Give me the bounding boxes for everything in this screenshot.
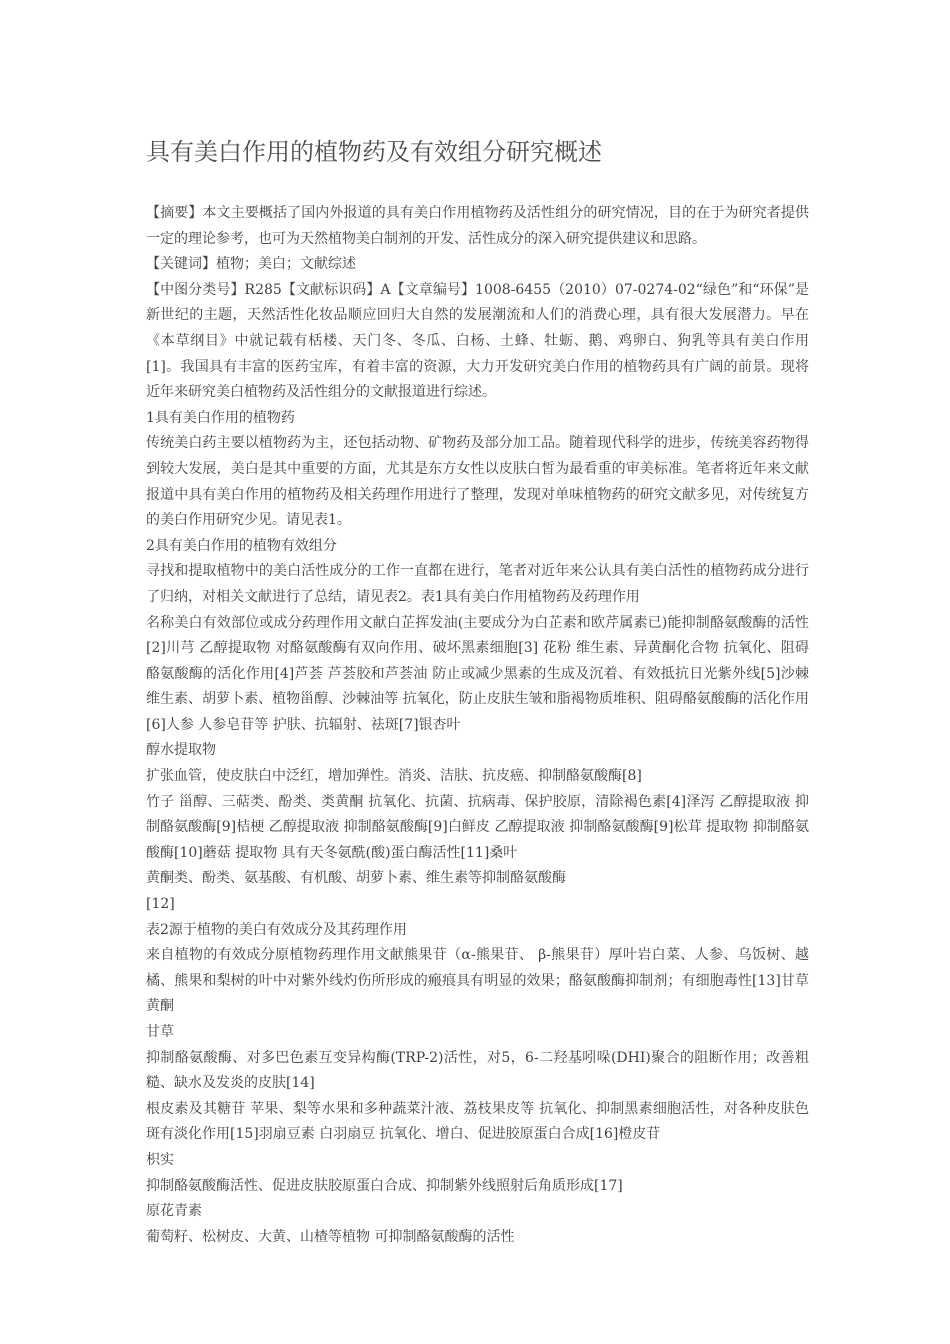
body-paragraph: 传统美白药主要以植物药为主，还包括动物、矿物药及部分加工品。随着现代科学的进步，传统美容药物得到较大发展，美白是其中重要的方面，尤其是东方女性以皮肤白皙为最看重的审美标准。笔者将近年来文献报道中具有美白作用的植物药及相关药理作用进行了整理，发现对单味植物药的研究文献多见，对传统复方的美白作用研究少见。请见表1。 xyxy=(146,435,809,529)
table1-text: [12] xyxy=(146,896,175,913)
table1-text: 黄酮类、酚类、氨基酸、有机酸、胡萝卜素、维生素等抑制酪氨酸酶 xyxy=(146,870,566,887)
table1-text: 醇水提取物 xyxy=(146,742,216,759)
section-heading-1: 1具有美白作用的植物药 xyxy=(146,409,295,426)
table2-text: 根皮素及其糖苷 苹果、梨等水果和多种蔬菜汁液、荔枝果皮等 抗氧化、抑制黑素细胞活性，对各种皮肤色斑有淡化作用[15]羽扇豆素 白羽扇豆 抗氧化、增白、促进胶原蛋白合成[16]橙皮苷 xyxy=(146,1100,809,1143)
document-body xyxy=(146,201,809,1250)
document-title: 具有美白作用的植物药及有效组分研究概述 xyxy=(146,138,602,166)
table2-text: 来自植物的有效成分原植物药理作用文献熊果苷（α-熊果苷、 β-熊果苷）厚叶岩白菜、人参、乌饭树、越橘、熊果和梨树的叶中对紫外线灼伤所形成的瘢痕具有明显的效果；酪氨酸酶抑制剂；有细胞毒性[13]甘草黄酮 xyxy=(146,947,809,1015)
body-paragraph: 寻找和提取植物中的美白活性成分的工作一直都在进行，笔者对近年来公认具有美白活性的植物药成分进行了归纳，对相关文献进行了总结，请见表2。表1具有美白作用植物药及药理作用 xyxy=(146,563,809,605)
classification-paragraph: 【中图分类号】R285【文献标识码】A【文章编号】1008-6455（2010）07-0274-02“绿色”和“环保”是新世纪的主题，天然活性化妆品顺应回归大自然的发展潮流和人们的消费心理，具有很大发展潜力。早在《本草纲目》中就记载有栝楼、天门冬、冬瓜、白杨、土蜂、牡蛎、鹅、鸡卵白、狗乳等具有美白作用[1]。我国具有丰富的医药宝库，有着丰富的资源，大力开发研究美白作用的植物药具有广阔的前景。现将近年来研究美白植物药及活性组分的文献报道进行综述。 xyxy=(146,281,809,401)
abstract-paragraph: 【摘要】本文主要概括了国内外报道的具有美白作用植物药及活性组分的研究情况，目的在于为研究者提供一定的理论参考，也可为天然植物美白制剂的开发、活性成分的深入研究提供建议和思路。 xyxy=(146,205,809,247)
table1-text: 扩张血管，使皮肤白中泛红，增加弹性。消炎、洁肤、抗皮癌、抑制酪氨酸酶[8] xyxy=(146,768,642,785)
table2-caption: 表2源于植物的美白有效成分及其药理作用 xyxy=(146,921,407,938)
table2-text: 葡萄籽、松树皮、大黄、山楂等植物 可抑制酪氨酸酶的活性 xyxy=(146,1228,515,1245)
table1-text: 竹子 甾醇、三萜类、酚类、类黄酮 抗氧化、抗菌、抗病毒、保护胶原，清除褐色素[4]泽泻 乙醇提取液 抑制酪氨酸酶[9]桔梗 乙醇提取液 抑制酪氨酸酶[9]白鲜皮 乙醇提取液 抑制酪氨酸酶[9]松茸 提取物 抑制酪氨酸酶[10]蘑菇 提取物 具有天冬氨酰(酸)蛋白酶活性[11]桑叶 xyxy=(146,793,809,861)
table2-text: 抑制酪氨酸酶、对多巴色素互变异构酶(TRP-2)活性，对5，6-二羟基吲哚(DHI)聚合的阻断作用；改善粗糙、缺水及发炎的皮肤[14] xyxy=(146,1049,809,1092)
table1-text: 名称美白有效部位或成分药理作用文献白芷挥发油(主要成分为白芷素和欧芹属素已)能抑制酪氨酸酶的活性[2]川芎 乙醇提取物 对酪氨酸酶有双向作用、破坏黑素细胞[3] 花粉 维生素、异黄酮化合物 抗氧化、阻碍酪氨酸酶的活化作用[4]芦荟 芦荟胶和芦荟油 防止或减少黑素的生成及沉着、有效抵抗日光紫外线[5]沙棘 维生素、胡萝卜素、植物甾醇、沙棘油等 抗氧化，防止皮肤生皱和脂褐物质堆积、阻碍酪氨酸酶的活化作用[6]人参 人参皂苷等 护肤、抗辐射、祛斑[7]银杏叶 xyxy=(146,614,809,733)
table2-text: 枳实 xyxy=(146,1151,174,1168)
section-heading-2: 2具有美白作用的植物有效组分 xyxy=(146,537,337,554)
table2-text: 抑制酪氨酸酶活性、促进皮肤胶原蛋白合成、抑制紫外线照射后角质形成[17] xyxy=(146,1177,623,1194)
table2-text: 甘草 xyxy=(146,1024,174,1040)
table2-text: 原花青素 xyxy=(146,1203,202,1220)
keywords-line: 【关键词】植物；美白；文献综述 xyxy=(146,256,356,273)
